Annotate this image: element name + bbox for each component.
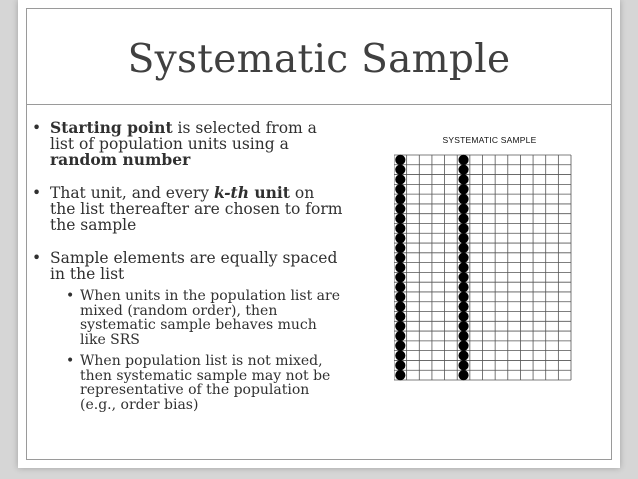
- selected-unit-dot: [458, 350, 468, 360]
- bullet-text-segment: random number: [50, 150, 191, 169]
- selected-unit-dot: [395, 194, 405, 204]
- title-divider: [26, 104, 612, 105]
- selected-unit-dot: [395, 272, 405, 282]
- selected-unit-dot: [458, 341, 468, 351]
- selected-unit-dot: [458, 370, 468, 380]
- bullet-text: [50, 119, 317, 169]
- selected-unit-dot: [458, 184, 468, 194]
- selected-unit-dot: [395, 282, 405, 292]
- selected-unit-dot: [458, 292, 468, 302]
- selected-unit-dot: [458, 321, 468, 331]
- selected-unit-dot: [395, 155, 405, 165]
- bullet-text-segment: on the list thereafter are chosen to form the sample: [50, 184, 343, 234]
- slide-title: Systematic Sample: [127, 37, 511, 82]
- selected-unit-dot: [458, 272, 468, 282]
- selected-unit-dot: [458, 302, 468, 312]
- selected-unit-dot: [395, 184, 405, 194]
- selected-unit-dot: [395, 243, 405, 253]
- selected-unit-dot: [458, 331, 468, 341]
- sub-bullet-marker: •: [66, 288, 75, 304]
- selected-unit-dot: [395, 302, 405, 312]
- sub-bullet-item-2: [50, 354, 344, 412]
- selected-unit-dot: [458, 165, 468, 175]
- selected-unit-dot: [395, 223, 405, 233]
- selected-unit-dot: [395, 370, 405, 380]
- selected-unit-dot: [395, 214, 405, 224]
- bullet-item-1: [26, 120, 344, 168]
- selected-unit-dot: [395, 331, 405, 341]
- figure-title: SYSTEMATIC SAMPLE: [442, 135, 537, 145]
- selected-unit-dot: [395, 233, 405, 243]
- bullet-text-segment: Starting point: [50, 118, 173, 137]
- selected-unit-dot: [458, 243, 468, 253]
- selected-unit-dot: [395, 262, 405, 272]
- bullet-text: [50, 249, 337, 283]
- sub-bullet-text: When population list is not mixed, then systematic sample may not be representative of the population (e.g., order bias): [80, 353, 331, 413]
- sub-bullet-text: When units in the population list are mixed (random order), then systematic sample behaves much like SRS: [80, 288, 340, 348]
- selected-unit-dot: [395, 360, 405, 370]
- selected-unit-dot: [395, 165, 405, 175]
- bullet-marker: •: [32, 249, 42, 267]
- bullet-item-3: [26, 250, 344, 412]
- selected-unit-dot: [458, 282, 468, 292]
- bullet-text-segment: is selected from a list of population units using a: [50, 119, 317, 153]
- bullet-text-segment: k-th: [214, 183, 249, 202]
- selected-unit-dot: [458, 262, 468, 272]
- selected-unit-dot: [458, 155, 468, 165]
- sub-bullet-item-1: [50, 289, 344, 347]
- selected-unit-dot: [458, 311, 468, 321]
- selected-unit-dot: [395, 350, 405, 360]
- bullet-text-segment: unit: [248, 183, 290, 202]
- selected-unit-dot: [395, 311, 405, 321]
- selected-unit-dot: [458, 204, 468, 214]
- bullet-marker: •: [32, 184, 42, 202]
- selected-unit-dot: [395, 341, 405, 351]
- selected-unit-dot: [458, 360, 468, 370]
- bullet-text-segment: That unit, and every: [50, 184, 214, 202]
- bullet-item-2: [26, 185, 344, 233]
- selected-unit-dot: [458, 223, 468, 233]
- bullet-marker: •: [32, 119, 42, 137]
- selected-unit-dot: [395, 321, 405, 331]
- sub-bullet-marker: •: [66, 353, 75, 369]
- slide: [18, 0, 620, 468]
- selected-unit-dot: [395, 253, 405, 263]
- bullet-text-segment: Sample elements are equally spaced in the list: [50, 249, 338, 283]
- selected-unit-dot: [458, 194, 468, 204]
- bullet-text: [50, 184, 342, 234]
- systematic-sample-figure: [394, 122, 585, 389]
- selected-unit-dot: [458, 233, 468, 243]
- selected-unit-dot: [458, 214, 468, 224]
- selected-unit-dot: [395, 174, 405, 184]
- selected-unit-dot: [395, 204, 405, 214]
- selected-unit-dot: [458, 174, 468, 184]
- bullet-list: [26, 120, 344, 429]
- selected-unit-dot: [395, 292, 405, 302]
- sample-grid: [394, 122, 585, 389]
- selected-unit-dot: [458, 253, 468, 263]
